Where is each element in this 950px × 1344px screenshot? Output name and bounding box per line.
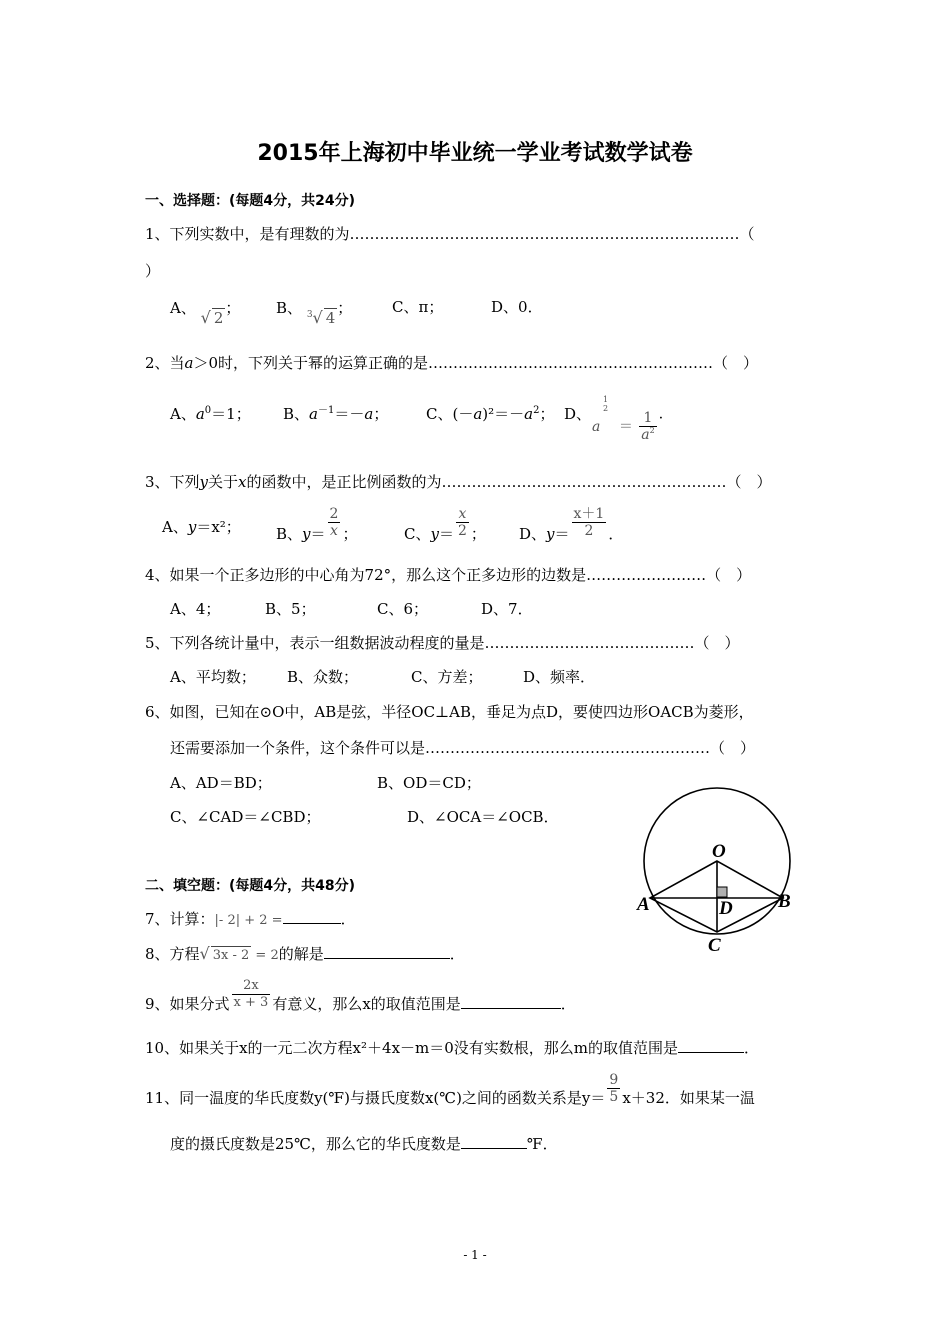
question-2-stem: 2、当a＞0时，下列关于幂的运算正确的是…………………………………………………（ ） bbox=[145, 354, 759, 372]
section-choice-heading: 一、选择题：(每题4分，共24分) bbox=[145, 193, 356, 209]
question-3-option-c: C、y＝ $\frac{x}{2}$ ； bbox=[404, 506, 486, 543]
question-1-option-b: B、 $^3$√ 4； bbox=[276, 299, 353, 327]
question-5-option-c: C、方差； bbox=[411, 668, 483, 686]
question-6-line-1: 6、如图，已知在⊙O中，AB是弦，半径OC⊥AB，垂足为点D，要使四边形OACB为菱形， bbox=[145, 703, 754, 721]
figure-label-b: B bbox=[778, 891, 791, 912]
question-5-option-a: A、平均数； bbox=[170, 668, 256, 686]
question-6-option-a: A、AD＝BD； bbox=[170, 774, 272, 792]
question-1-stem: 1、下列实数中，是有理数的为……………………………………………………………………（ bbox=[145, 225, 755, 243]
figure-label-d: D bbox=[719, 898, 733, 919]
question-4-option-c: C、6； bbox=[377, 600, 429, 618]
question-1-option-d: D、0． bbox=[491, 298, 543, 316]
question-4-stem: 4、如果一个正多边形的中心角为72°，那么这个正多边形的边数是……………………（ ） bbox=[145, 566, 752, 584]
figure-right-angle-mark bbox=[717, 887, 727, 897]
question-8: 8、方程√ 3x - 2 = 2的解是 ． bbox=[145, 944, 465, 963]
question-2-option-b: B、$a^{-1}=-a$； bbox=[283, 405, 389, 423]
question-7: 7、计算：|- 2| + 2 = ． bbox=[145, 910, 356, 928]
question-9: 9、如果分式 $\frac{2x}{x + 3}$ 有意义，那么x的取值范围是 ． bbox=[145, 978, 576, 1013]
question-4-option-a: A、4； bbox=[170, 600, 221, 618]
answer-blank-11[interactable] bbox=[461, 1134, 527, 1149]
question-3-option-d: D、y＝ $\frac{x+1}{2}$ ． bbox=[519, 506, 624, 543]
question-5-option-b: B、众数； bbox=[287, 668, 359, 686]
question-6-line-2: 还需要添加一个条件，这个条件可以是…………………………………………………（ ） bbox=[170, 739, 756, 757]
question-2-option-a: A、$a^0=1$； bbox=[170, 405, 251, 423]
question-1-option-a: A、 √ 2； bbox=[170, 299, 241, 327]
question-11-line-1: 11、同一温度的华氏度数y(℉)与摄氏度数x(℃)之间的函数关系是y＝ $\frac{9}{5}$ x＋32．如果某一温 bbox=[145, 1072, 755, 1107]
answer-blank-9[interactable] bbox=[461, 994, 561, 1009]
question-2-option-c: C、$(-a)^2=-a^2$； bbox=[426, 405, 555, 423]
question-6-option-d: D、∠OCA＝∠OCB． bbox=[407, 808, 559, 826]
question-6-option-b: B、OD＝CD； bbox=[377, 774, 481, 792]
page-title: 2015年上海初中毕业统一学业考试数学试卷 bbox=[257, 141, 693, 166]
answer-blank-10[interactable] bbox=[678, 1038, 744, 1053]
question-4-option-d: D、7． bbox=[481, 600, 533, 618]
question-4-option-b: B、5； bbox=[265, 600, 316, 618]
answer-blank-8[interactable] bbox=[324, 944, 450, 959]
question-5-stem: 5、下列各统计量中，表示一组数据波动程度的量是……………………………………（ ） bbox=[145, 634, 740, 652]
question-1-option-c: C、π； bbox=[392, 298, 444, 316]
question-3-option-b: B、y＝ $\frac{2}{x}$ ； bbox=[276, 506, 358, 543]
question-5-option-d: D、频率． bbox=[523, 668, 596, 686]
question-6-option-c: C、∠CAD＝∠CBD； bbox=[170, 808, 321, 826]
question-3-stem: 3、下列y关于x的函数中，是正比例函数的为…………………………………………………（ ） bbox=[145, 473, 772, 491]
question-1-paren-close: ） bbox=[145, 262, 161, 280]
question-3-option-a: A、y＝x²； bbox=[162, 518, 241, 536]
question-11-line-2: 度的摄氏度数是25℃，那么它的华氏度数是 ℉． bbox=[170, 1135, 558, 1153]
circle-rhombus-figure bbox=[630, 785, 810, 965]
question-2-option-d-expr: a 1 2 ＝ $\frac{1}{a^2}$ ． bbox=[592, 395, 673, 443]
question-2-option-d: D、 bbox=[564, 405, 592, 423]
page-number: - 1 - bbox=[463, 1248, 487, 1262]
figure-label-o: O bbox=[712, 841, 726, 862]
question-10: 10、如果关于x的一元二次方程x²＋4x－m＝0没有实数根，那么m的取值范围是 ． bbox=[145, 1039, 760, 1057]
section-fill-heading: 二、填空题：(每题4分，共48分) bbox=[145, 878, 356, 894]
figure-label-a: A bbox=[637, 894, 650, 915]
figure-label-c: C bbox=[708, 935, 721, 956]
answer-blank-7[interactable] bbox=[283, 909, 341, 924]
